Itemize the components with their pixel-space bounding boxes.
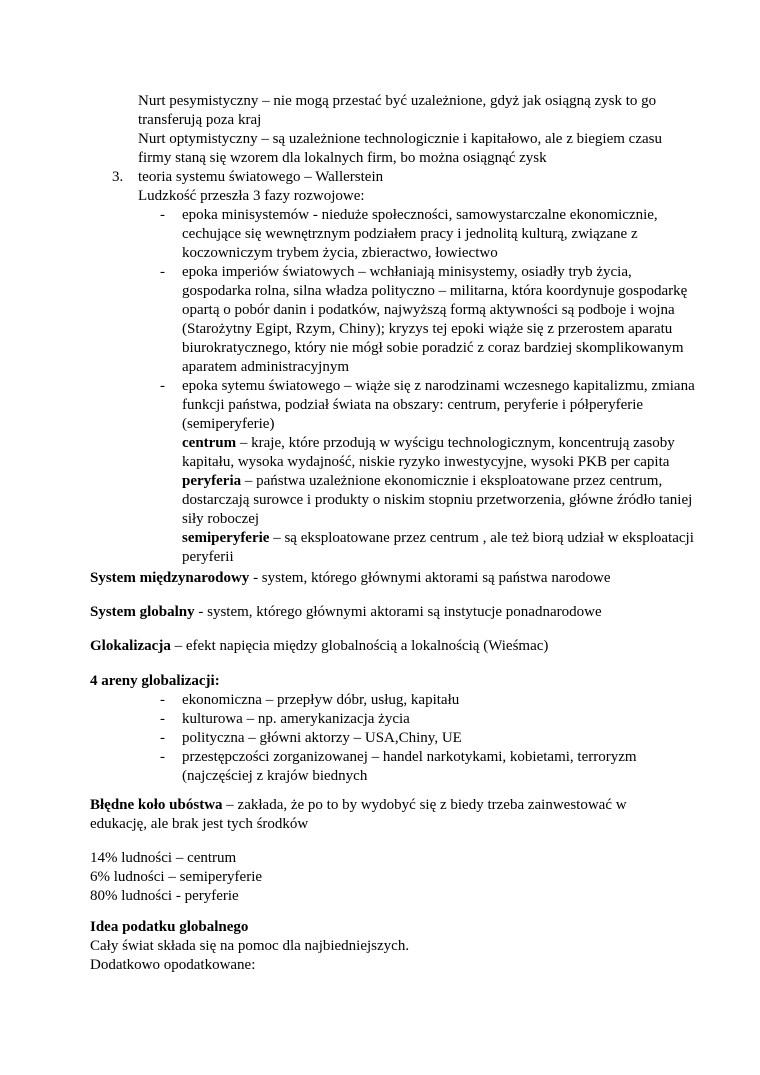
list-item: [160, 748, 700, 786]
dash-bullet: -: [160, 749, 165, 765]
optimistic-paragraph: Nurt optymistyczny – są uzależnione technologicznie i kapitałowo, ale z biegiem czasu firmy staną się wzorem dla lokalnych firm, bo można osiągnąć zysk: [138, 131, 662, 166]
dash-bullet: -: [160, 692, 165, 708]
phase-text: epoka sytemu światowego – wiąże się z narodzinami wczesnego kapitalizmu, zmiana funkcji państwa, podział świata na obszary: centrum, peryferie i półperyferie (semiperyferie): [182, 378, 695, 432]
glocalization-definition: [90, 637, 690, 656]
global-system-term: System globalny: [90, 604, 195, 620]
peryferia-definition: [182, 472, 700, 529]
peryferia-term: peryferia: [182, 473, 242, 489]
arena-text: kulturowa – np. amerykanizacja życia: [182, 711, 410, 727]
theory-title: teoria systemu światowego – Wallerstein: [138, 169, 384, 185]
item-number: 3.: [112, 169, 124, 185]
list-item: [160, 263, 700, 377]
list-item: [160, 710, 700, 729]
population-line: 80% ludności - peryferie: [90, 888, 239, 904]
centrum-text: – kraje, które przodują w wyścigu technologicznym, koncentrują zasoby kapitału, wysoka wydajność, niskie ryzyko inwestycyjne, wysoki PKB per capita: [182, 435, 675, 470]
semiperyferie-term: semiperyferie: [182, 530, 270, 546]
theory-lead: Ludzkość przeszła 3 fazy rozwojowe:: [138, 188, 365, 204]
centrum-term: centrum: [182, 435, 237, 451]
phases-list: [160, 206, 700, 567]
international-system-term: System międzynarodowy: [90, 570, 250, 586]
list-item: [160, 377, 700, 567]
arenas-title: 4 areny globalizacji:: [90, 673, 220, 689]
global-tax-line: Dodatkowo opodatkowane:: [90, 957, 256, 973]
global-tax-line: Cały świat składa się na pomoc dla najbiedniejszych.: [90, 938, 410, 954]
global-tax-title: Idea podatku globalnego: [90, 919, 249, 935]
semiperyferie-text: – są eksploatowane przez centrum , ale też biorą udział w eksploatacji peryferii: [182, 530, 694, 565]
dash-bullet: -: [160, 207, 165, 223]
international-system-text: - system, którego głównymi aktorami są państwa narodowe: [249, 570, 611, 586]
list-item: [160, 691, 700, 710]
list-item: [160, 729, 700, 748]
global-system-definition: [90, 603, 690, 622]
intro-block: [138, 92, 698, 168]
population-line: 14% ludności – centrum: [90, 850, 237, 866]
arenas-list: [160, 691, 700, 786]
phase-text: epoka minisystemów - niedużе społeczności, samowystarczalne ekonomicznie, cechujące się wewnętrznym podziałem pracy i jednolitą kulturą, związane z koczowniczym trybem życia, zbieractwo, łowiectwo: [182, 207, 658, 261]
phase-text: epoka imperiów światowych – wchłaniają minisystemy, osiadły tryb życia, gospodarka rolna, silna władza polityczno – militarna, która koordynuje gospodarkę opartą o pobór danin i podatków, najwyższą formą aktywności są podboje i wojna (Starożytny Egipt, Rzym, Chiny); kryzys tej epoki wiąże się z przerostem aparatu biurokratycznego, który nie mógł sobie poradzić z coraz bardziej skomplikowanym aparatem administracyjnym: [182, 264, 688, 375]
global-tax-block: [90, 918, 690, 975]
dash-bullet: -: [160, 378, 165, 394]
semiperyferie-definition: [182, 529, 700, 567]
dash-bullet: -: [160, 264, 165, 280]
global-system-text: - system, którego głównymi aktorami są instytucje ponadnarodowe: [194, 604, 602, 620]
arenas-heading: [90, 672, 690, 691]
dash-bullet: -: [160, 730, 165, 746]
arena-text: ekonomiczna – przepływ dóbr, usług, kapitału: [182, 692, 460, 708]
peryferia-text: – państwa uzależnione ekonomicznie i eksploatowane przez centrum, dostarczają surowce i produkty o niskim stopniu przetworzenia, główne źródło taniej siły roboczej: [182, 473, 693, 527]
population-line: 6% ludności – semiperyferie: [90, 869, 263, 885]
population-block: [90, 849, 690, 906]
dash-bullet: -: [160, 711, 165, 727]
arena-text: polityczna – główni aktorzy – USA,Chiny, UE: [182, 730, 462, 746]
list-item: [160, 206, 700, 263]
poverty-cycle-text: – zakłada, że po to by wydobyć się z biedy trzeba zainwestować w edukację, ale brak jest tych środków: [90, 797, 627, 832]
poverty-cycle-definition: [90, 796, 680, 834]
arena-text: przestępczości zorganizowanej – handel narkotykami, kobietami, terroryzm (najczęściej z krajów biednych: [182, 749, 637, 784]
glocalization-term: Glokalizacja: [90, 638, 171, 654]
pessimistic-paragraph: Nurt pesymistyczny – nie mogą przestać być uzależnione, gdyż jak osiągną zysk to go transferują poza kraj: [138, 93, 657, 128]
international-system-definition: [90, 569, 690, 588]
centrum-definition: [182, 434, 700, 472]
poverty-cycle-term: Błędne koło ubóstwa: [90, 797, 223, 813]
glocalization-text: – efekt napięcia między globalnością a lokalnością (Wieśmac): [170, 638, 549, 654]
